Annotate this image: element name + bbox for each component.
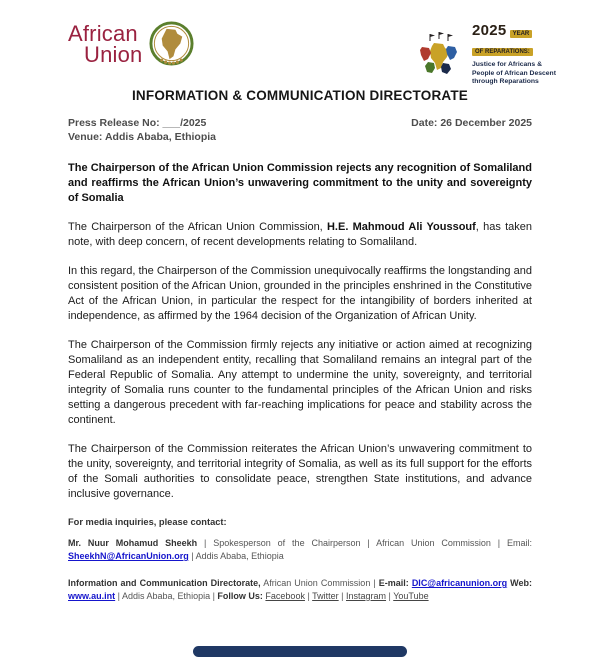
release-meta: [0, 116, 600, 144]
footer-contact-line: Information and Communication Directorate, African Union Commission | E-mail: DIC@africanunion.org Web: www.au.int | Addis Ababa, Ethiopia | Follow Us: Facebook | Twitter | Instagram | YouTube: [68, 578, 532, 601]
reparations-text-block: [472, 22, 574, 87]
reparations-year-chip: YEAR: [510, 30, 533, 38]
au-emblem-icon: [148, 20, 195, 67]
instagram-link[interactable]: Instagram: [346, 591, 387, 601]
media-inquiries-heading: For media inquiries, please contact:: [68, 517, 227, 527]
dic-email-link[interactable]: DIC@africanunion.org: [411, 578, 508, 588]
chairperson-name: H.E. Mahmoud Ali Youssouf: [326, 221, 476, 233]
press-release-number: Press Release No: ___/2025: [68, 117, 207, 129]
african-union-logo: [68, 20, 195, 67]
au-website-link[interactable]: www.au.int: [68, 591, 116, 601]
reparations-title-chip: OF REPARATIONS:: [472, 48, 533, 56]
directorate-heading: INFORMATION & COMMUNICATION DIRECTORATE: [131, 88, 469, 103]
paragraph-3: The Chairperson of the Commission firmly rejects any initiative or action aimed at recognizing Somaliland as an independent entity, recalling that Somaliland remains an integral part of the Federal Republic of Somalia. Any attempt to undermine the unity, sovereignty, and territorial integrity of Somalia runs counter to the fundamental principles of the African Union and risks setting a dangerous precedent with far-reaching implications for peace and stability across the continent.: [68, 339, 532, 426]
release-date: Date: 26 December 2025: [411, 117, 532, 129]
paragraph-2: In this regard, the Chairperson of the Commission unequivocally reaffirms the longstanding and consistent position of the African Union, grounded in the principles enshrined in the Constitutive Act of the African Union, in particular the respect for the intangibility of borders inherited at independence, as affirmed by the 1964 decision of the Organization of African Unity.: [68, 265, 532, 322]
reparations-2025-logo: [414, 22, 574, 87]
facebook-link[interactable]: Facebook: [265, 591, 305, 601]
release-headline: The Chairperson of the African Union Commission rejects any recognition of Somaliland and reaffirms the African Union’s unwavering commitment to the unity and sovereignty of Somalia: [68, 162, 532, 204]
au-wordmark-line2: Union: [84, 41, 143, 67]
release-body: [0, 161, 600, 603]
paragraph-4: The Chairperson of the Commission reiterates the African Union’s unwavering commitment to the unity, sovereignty, and territorial integrity of Somalia, as well as its full support for the efforts of the Somali authorities to consolidate peace, strengthen State institutions, and advance inclusive governance.: [68, 443, 532, 500]
footer-directorate: Information and Communication Directorate,: [68, 578, 261, 588]
spokesperson-email-link[interactable]: SheekhN@AfricanUnion.org: [68, 551, 189, 561]
paragraph-1: The Chairperson of the African Union Commission, H.E. Mahmoud Ali Youssouf, has taken note, with deep concern, of recent developments relating to Somaliland.: [68, 221, 532, 248]
youtube-link[interactable]: YouTube: [393, 591, 429, 601]
spokesperson-contact-line: Mr. Nuur Mohamud Sheekh | Spokesperson of the Chairperson | African Union Commission | Email: SheekhN@AfricanUnion.org | Addis Ababa, Ethiopia: [68, 538, 532, 561]
logo-row: [0, 0, 600, 85]
reparations-year: 2025: [472, 22, 507, 39]
reparations-tagline: Justice for Africans & People of African Descent through Reparations: [472, 61, 556, 85]
release-venue: Venue: Addis Ababa, Ethiopia: [68, 131, 216, 143]
au-wordmark: [68, 20, 143, 67]
twitter-link[interactable]: Twitter: [312, 591, 339, 601]
reparations-emblem-icon: [414, 29, 464, 79]
spokesperson-name: Mr. Nuur Mohamud Sheekh: [68, 538, 198, 548]
au-wordmark-line1: African: [68, 20, 138, 46]
home-indicator-bar: [193, 646, 407, 657]
